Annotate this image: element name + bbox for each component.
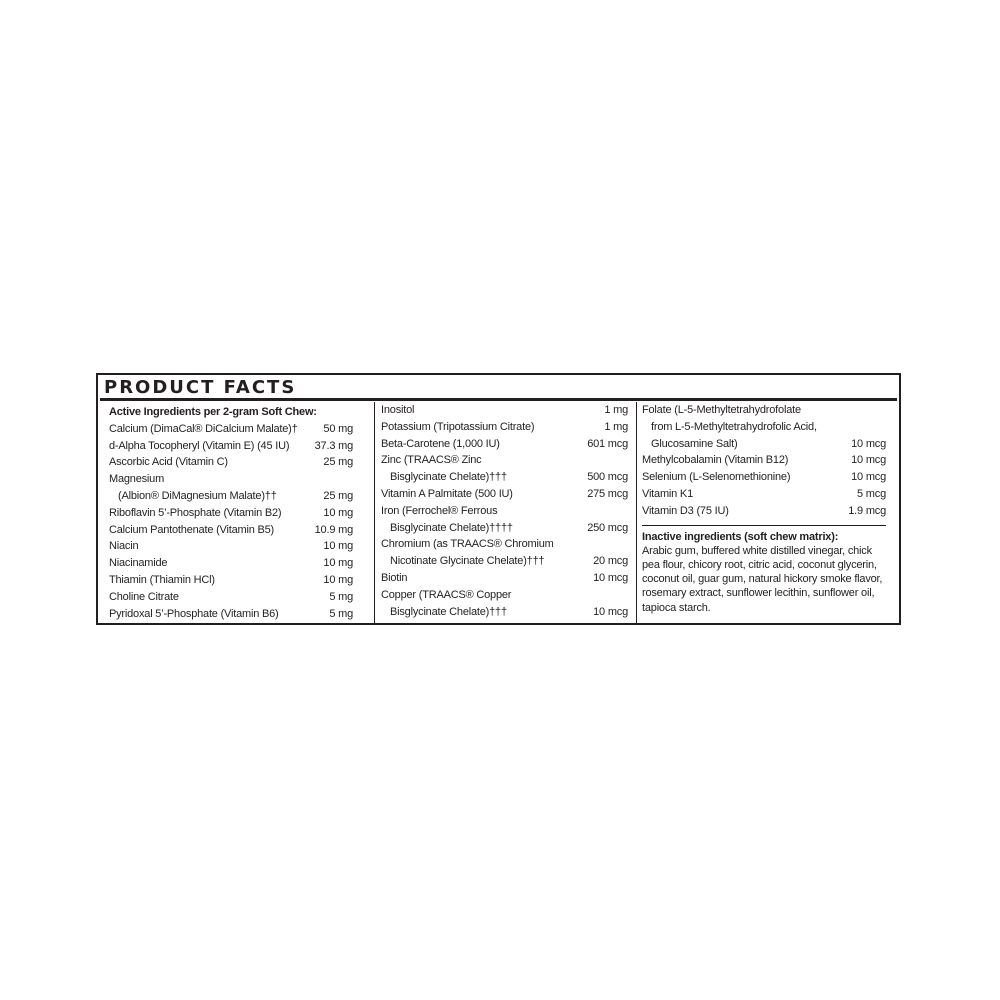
title-divider <box>100 398 897 401</box>
ingredient-name: Pyridoxal 5’-Phosphate (Vitamin B6) <box>109 607 279 620</box>
ingredients-column-3 <box>637 402 899 623</box>
ingredient-name: Beta-Carotene (1,000 IU) <box>381 437 500 450</box>
ingredient-name: Methylcobalamin (Vitamin B12) <box>642 454 789 467</box>
ingredient-row <box>381 520 628 537</box>
ingredient-name: Vitamin K1 <box>642 487 693 500</box>
ingredient-row <box>381 419 628 436</box>
ingredient-name: Choline Citrate <box>109 590 179 603</box>
ingredient-list <box>642 402 886 520</box>
ingredient-amount: 5 mg <box>329 607 353 620</box>
ingredient-amount: 500 mcg <box>587 471 628 484</box>
ingredient-name: (Albion® DiMagnesium Malate)†† <box>118 489 277 502</box>
ingredient-row <box>109 505 353 522</box>
ingredient-row <box>109 488 353 505</box>
active-ingredients-heading: Active Ingredients per 2-gram Soft Chew: <box>109 406 317 418</box>
ingredient-row <box>381 570 628 587</box>
ingredient-amount: 5 mcg <box>857 487 886 500</box>
ingredient-name: Biotin <box>381 571 408 584</box>
panel-title: PRODUCT FACTS <box>104 377 297 398</box>
ingredient-row <box>381 587 628 604</box>
ingredient-name: Bisglycinate Chelate)†††† <box>390 521 513 534</box>
ingredient-amount: 275 mcg <box>587 487 628 500</box>
ingredient-amount: 10 mcg <box>593 605 628 618</box>
ingredient-amount: 25 mg <box>323 489 353 502</box>
ingredient-amount: 10 mcg <box>851 471 886 484</box>
ingredient-row <box>381 402 628 419</box>
ingredient-amount: 10 mg <box>323 573 353 586</box>
ingredient-name: Nicotinate Glycinate Chelate)††† <box>390 555 545 568</box>
ingredient-row <box>381 604 628 621</box>
ingredient-name: Vitamin D3 (75 IU) <box>642 504 729 517</box>
ingredient-name: Potassium (Tripotassium Citrate) <box>381 420 535 433</box>
ingredient-name: Bisglycinate Chelate)††† <box>390 471 507 484</box>
ingredient-row <box>109 606 353 623</box>
ingredient-row <box>642 419 886 436</box>
ingredient-row <box>642 503 886 520</box>
ingredients-column-2 <box>375 402 637 623</box>
ingredient-amount: 5 mg <box>329 590 353 603</box>
ingredient-amount: 10 mcg <box>593 571 628 584</box>
ingredient-row <box>381 536 628 553</box>
ingredient-row <box>381 553 628 570</box>
ingredient-row <box>642 436 886 453</box>
ingredient-name: Iron (Ferrochel® Ferrous <box>381 504 498 517</box>
ingredient-name: Niacinamide <box>109 557 168 570</box>
ingredient-row <box>109 589 353 606</box>
ingredient-amount: 1.9 mcg <box>848 504 886 517</box>
ingredient-amount: 25 mg <box>323 456 353 469</box>
ingredient-name: Inositol <box>381 404 415 416</box>
ingredient-row <box>109 421 353 438</box>
ingredient-name: Thiamin (Thiamin HCl) <box>109 573 215 586</box>
inactive-ingredients-section <box>642 525 886 615</box>
ingredient-name: Folate (L-5-Methyltetrahydrofolate <box>642 404 801 416</box>
ingredient-amount: 20 mcg <box>593 555 628 568</box>
ingredient-amount: 10 mcg <box>851 454 886 467</box>
ingredient-name: Niacin <box>109 540 139 553</box>
ingredient-name: Zinc (TRAACS® Zinc <box>381 454 482 467</box>
ingredient-amount: 37.3 mg <box>314 439 353 452</box>
inactive-ingredients-text: Arabic gum, buffered white distilled vinegar, chick pea flour, chicory root, citric acid, coconut glycerin, coconut oil, guar gum, natural hickory smoke flavor, rosemary extract, sunflower lecithin, sunflower oil, tapioca starch. <box>642 544 883 614</box>
ingredient-name: Chromium (as TRAACS® Chromium <box>381 538 554 551</box>
ingredient-row <box>381 503 628 520</box>
ingredient-row <box>109 471 353 488</box>
ingredient-amount: 1 mg <box>604 404 628 416</box>
ingredient-amount: 10 mg <box>323 540 353 553</box>
ingredient-amount: 250 mcg <box>587 521 628 534</box>
ingredient-row <box>109 555 353 572</box>
ingredient-list <box>381 402 628 620</box>
ingredient-name: d-Alpha Tocopheryl (Vitamin E) (45 IU) <box>109 439 290 452</box>
ingredients-column-1 <box>98 402 375 623</box>
ingredient-name: Bisglycinate Chelate)††† <box>390 605 507 618</box>
ingredient-row <box>642 402 886 419</box>
ingredient-name: Calcium Pantothenate (Vitamin B5) <box>109 523 275 536</box>
ingredient-row <box>109 572 353 589</box>
ingredient-row <box>642 469 886 486</box>
product-facts-panel <box>96 373 901 625</box>
ingredient-name: Vitamin A Palmitate (500 IU) <box>381 487 513 500</box>
ingredient-row <box>381 469 628 486</box>
ingredient-amount: 10 mg <box>323 506 353 519</box>
ingredient-name: Ascorbic Acid (Vitamin C) <box>109 456 228 469</box>
ingredient-name: Selenium (L-Selenomethionine) <box>642 471 791 484</box>
ingredient-row <box>109 438 353 455</box>
ingredient-row <box>642 486 886 503</box>
ingredient-name: Riboflavin 5’-Phosphate (Vitamin B2) <box>109 506 282 519</box>
ingredient-name: from L-5-Methyltetrahydrofolic Acid, <box>651 420 817 433</box>
ingredient-row <box>381 436 628 453</box>
ingredient-amount: 601 mcg <box>587 437 628 450</box>
ingredient-amount: 50 mg <box>323 422 353 435</box>
ingredient-row <box>381 486 628 503</box>
ingredient-amount: 10 mg <box>323 557 353 570</box>
ingredient-name: Calcium (DimaCal® DiCalcium Malate)† <box>109 422 298 435</box>
ingredient-amount: 1 mg <box>604 420 628 433</box>
ingredient-row <box>381 452 628 469</box>
ingredient-name: Copper (TRAACS® Copper <box>381 588 512 601</box>
ingredient-amount: 10.9 mg <box>314 523 353 536</box>
ingredient-name: Magnesium <box>109 473 165 486</box>
ingredient-row <box>109 522 353 539</box>
ingredient-list <box>109 421 353 623</box>
ingredient-row <box>109 538 353 555</box>
ingredient-amount: 10 mcg <box>851 437 886 450</box>
ingredient-row <box>109 454 353 471</box>
ingredient-row <box>642 452 886 469</box>
ingredient-name: Glucosamine Salt) <box>651 437 738 450</box>
inactive-ingredients-heading: Inactive ingredients (soft chew matrix): <box>642 530 839 543</box>
